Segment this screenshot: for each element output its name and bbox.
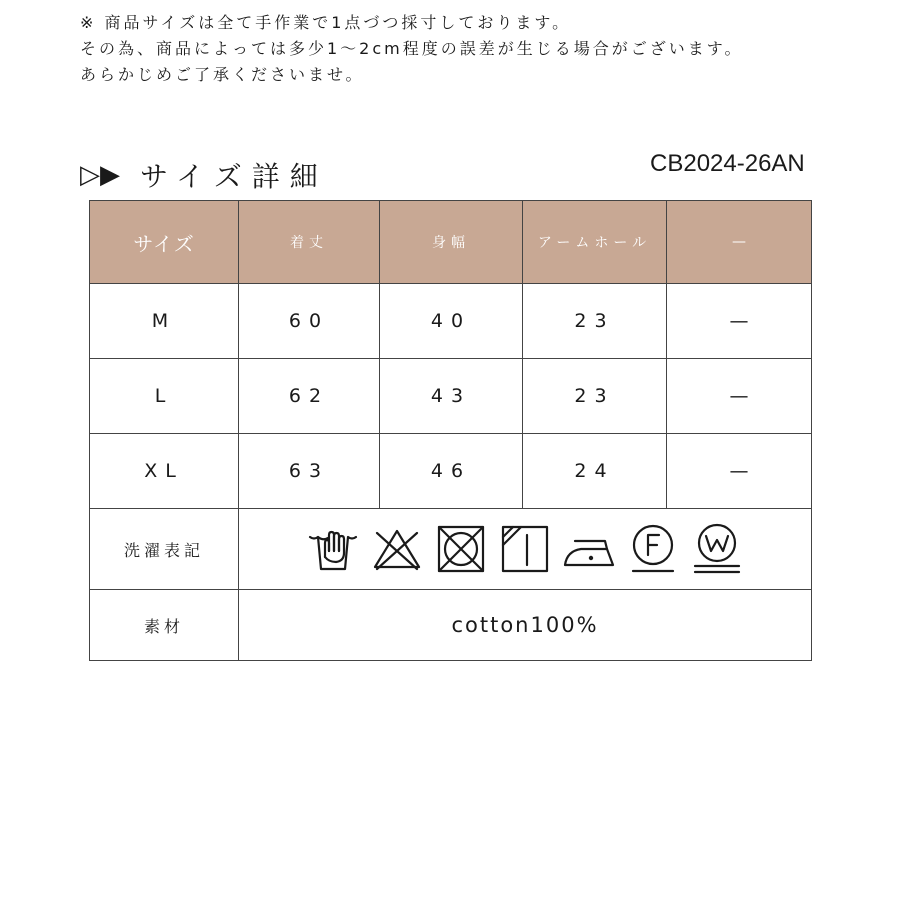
width-cell: 40 xyxy=(380,284,523,359)
wet-clean-w-icon xyxy=(689,521,745,577)
section-title: サイズ詳細 xyxy=(140,160,328,193)
width-cell: 43 xyxy=(380,359,523,434)
product-code: CB2024-26AN xyxy=(650,150,805,177)
material-value: cotton100% xyxy=(239,590,812,661)
no-bleach-icon xyxy=(369,521,425,577)
header-width: 身幅 xyxy=(380,201,523,284)
armhole-cell: 23 xyxy=(523,284,667,359)
care-label: 洗濯表記 xyxy=(90,509,239,590)
note-line-2: その為、商品によっては多少1〜2cm程度の誤差が生じる場合がございます。 xyxy=(80,39,744,58)
table-row xyxy=(90,434,812,509)
triangle-markers-icon: ▷▶ xyxy=(80,160,120,190)
hand-wash-icon xyxy=(305,521,361,577)
armhole-cell: 23 xyxy=(523,359,667,434)
section-heading xyxy=(80,155,328,195)
length-cell: 63 xyxy=(239,434,380,509)
extra-cell: — xyxy=(667,359,812,434)
header-extra: — xyxy=(667,201,812,284)
table-row xyxy=(90,284,812,359)
note-line-1: ※ 商品サイズは全て手作業で1点づつ採寸しております。 xyxy=(80,13,572,32)
material-row xyxy=(90,590,812,661)
length-cell: 62 xyxy=(239,359,380,434)
material-label: 素材 xyxy=(90,590,239,661)
armhole-cell: 24 xyxy=(523,434,667,509)
header-size: サイズ xyxy=(90,201,239,284)
size-cell: L xyxy=(90,359,239,434)
iron-low-icon xyxy=(561,521,617,577)
dry-clean-f-icon xyxy=(625,521,681,577)
table-header-row xyxy=(90,201,812,284)
care-row xyxy=(90,509,812,590)
extra-cell: — xyxy=(667,434,812,509)
header-armhole: アームホール xyxy=(523,201,667,284)
line-dry-shade-icon xyxy=(497,521,553,577)
header-length: 着丈 xyxy=(239,201,380,284)
note-line-3: あらかじめご了承くださいませ。 xyxy=(80,65,365,84)
size-notes xyxy=(80,10,743,88)
size-table xyxy=(89,200,812,661)
extra-cell: — xyxy=(667,284,812,359)
no-tumble-dry-icon xyxy=(433,521,489,577)
care-icons xyxy=(239,521,811,577)
care-icons-cell xyxy=(239,509,812,590)
table-row xyxy=(90,359,812,434)
size-cell: XL xyxy=(90,434,239,509)
size-cell: M xyxy=(90,284,239,359)
length-cell: 60 xyxy=(239,284,380,359)
width-cell: 46 xyxy=(380,434,523,509)
